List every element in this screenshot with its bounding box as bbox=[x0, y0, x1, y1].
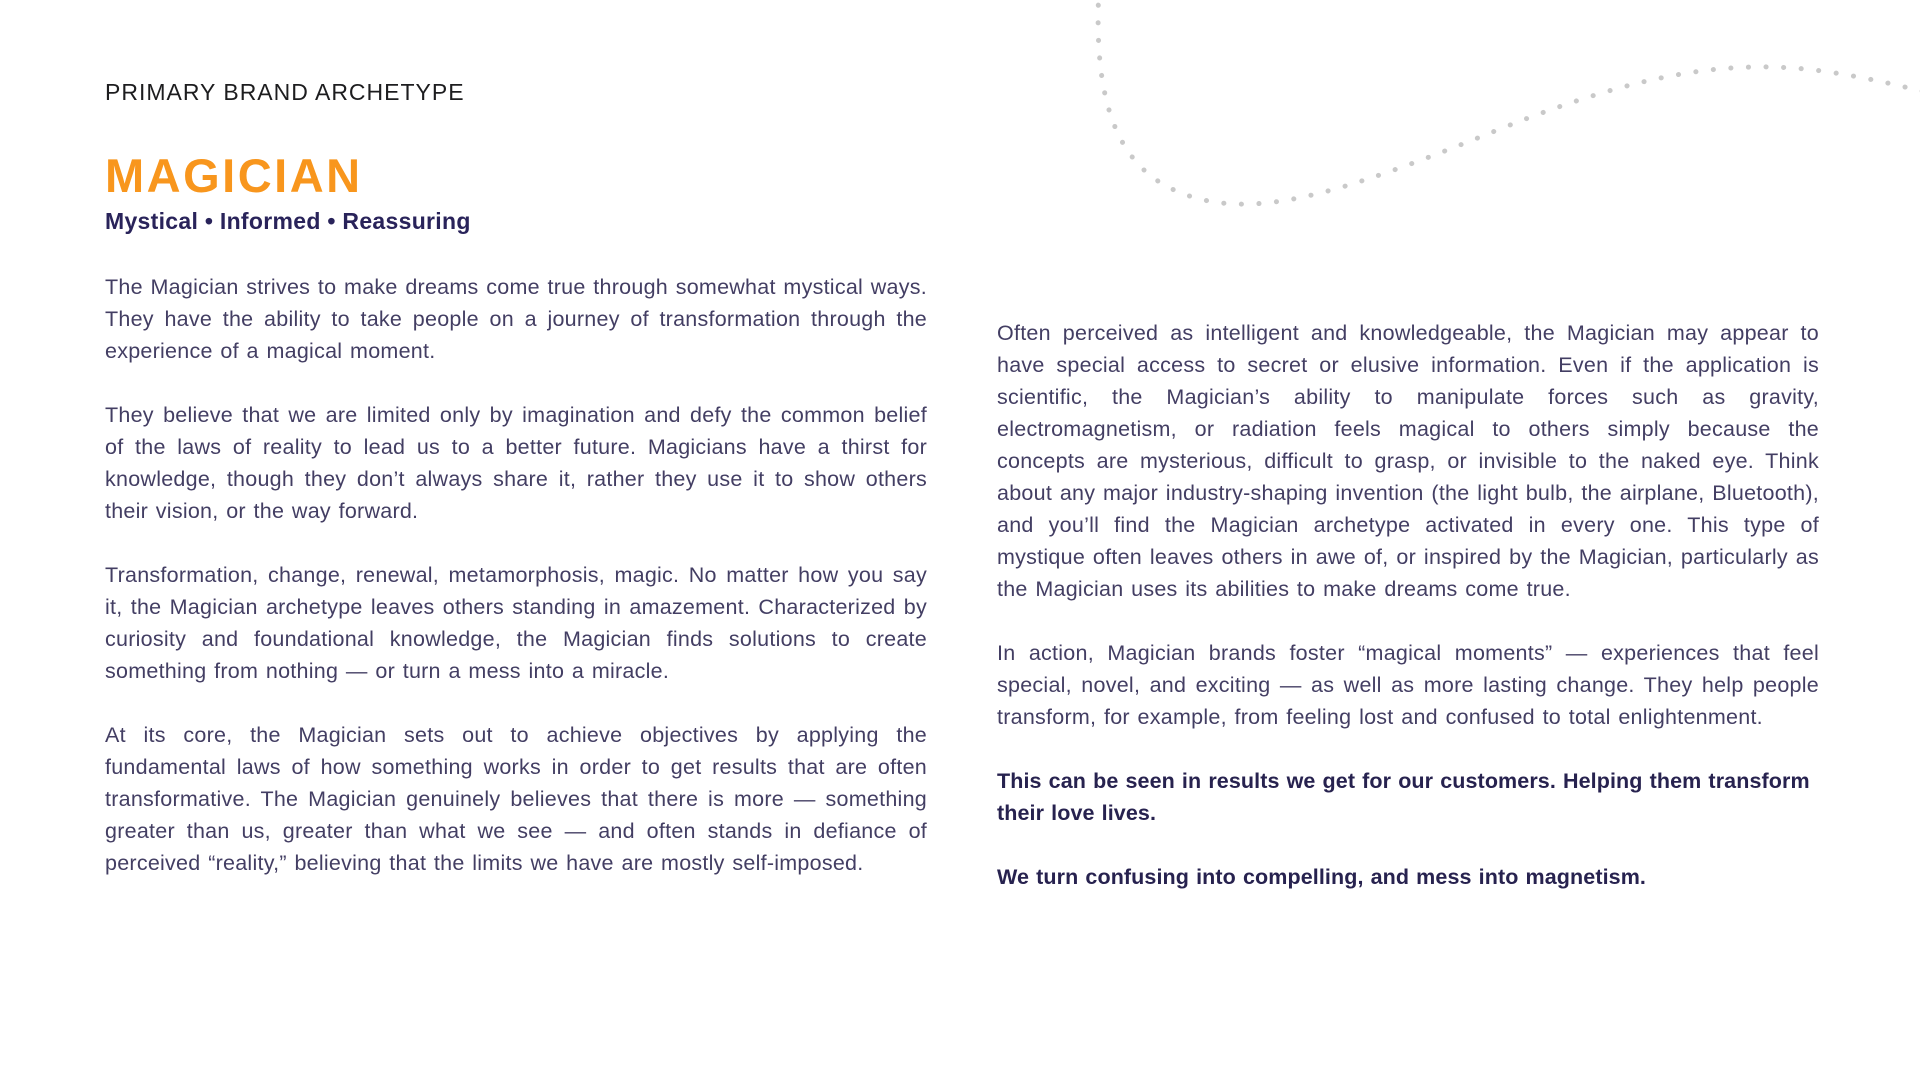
body-paragraph: Transformation, change, renewal, metamorphosis, magic. No matter how you say it, the Magician archetype leaves others standing in amazement. Characterized by curiosity and foundational knowledge, the Magician finds solutions to create something from nothing — or turn a mess into a miracle. bbox=[105, 563, 927, 683]
page-title: MAGICIAN bbox=[105, 149, 363, 202]
body-columns bbox=[105, 271, 1820, 893]
right-column bbox=[997, 271, 1819, 893]
eyebrow-label: PRIMARY BRAND ARCHETYPE bbox=[105, 79, 465, 105]
body-paragraph: The Magician strives to make dreams come true through somewhat mystical ways. They have the ability to take people on a journey of transformation through the experience of a magical moment. bbox=[105, 275, 927, 363]
body-paragraph: They believe that we are limited only by imagination and defy the common belief of the laws of reality to lead us to a better future. Magicians have a thirst for knowledge, though they don’t always share it, rather they use it to show others their vision, or the way forward. bbox=[105, 403, 927, 523]
left-column bbox=[105, 271, 927, 893]
body-paragraph: At its core, the Magician sets out to achieve objectives by applying the fundamental laws of how something works in order to get results that are often transformative. The Magician genuinely believes that there is more — something greater than us, greater than what we see — and often stands in defiance of perceived “reality,” believing that the limits we have are mostly self-imposed. bbox=[105, 723, 927, 875]
page-subtitle: Mystical • Informed • Reassuring bbox=[105, 208, 471, 234]
emphasis-paragraph: We turn confusing into compelling, and mess into magnetism. bbox=[997, 865, 1646, 889]
emphasis-paragraph: This can be seen in results we get for our customers. Helping them transform their love lives. bbox=[997, 769, 1810, 825]
body-paragraph: Often perceived as intelligent and knowledgeable, the Magician may appear to have special access to secret or elusive information. Even if the application is scientific, the Magician’s ability to manipulate forces such as gravity, electromagnetism, or radiation feels magical to others simply because the concepts are mysterious, difficult to grasp, or invisible to the naked eye. Think about any major industry-shaping invention (the light bulb, the airplane, Bluetooth), and you’ll find the Magician archetype activated in every one. This type of mystique often leaves others in awe of, or inspired by the Magician, particularly as the Magician uses its abilities to make dreams come true. bbox=[997, 321, 1819, 601]
body-paragraph: In action, Magician brands foster “magical moments” — experiences that feel special, novel, and exciting — as well as more lasting change. They help people transform, for example, from feeling lost and confused to total enlightenment. bbox=[997, 641, 1819, 729]
page bbox=[105, 78, 1820, 893]
